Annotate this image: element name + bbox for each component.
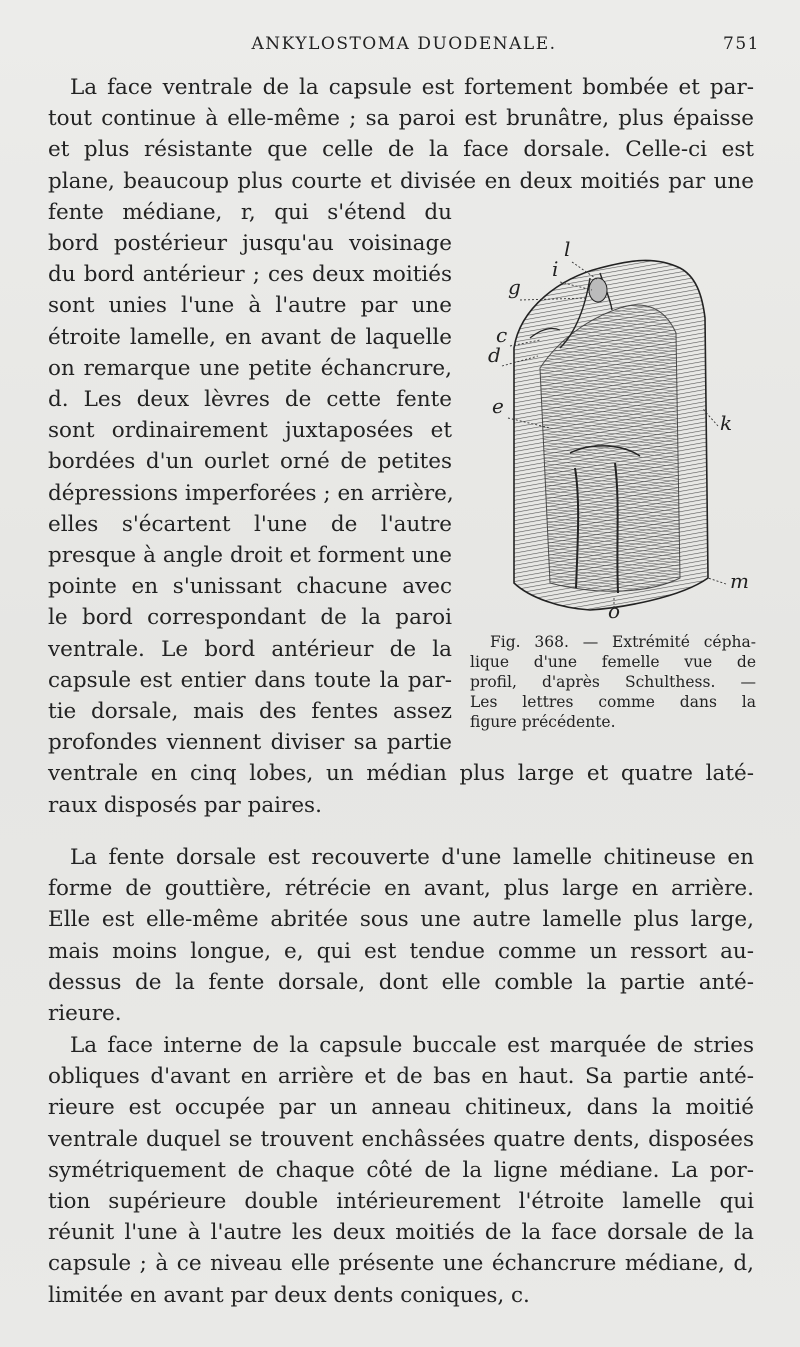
caption-line: Fig. 368. — Extrémité cépha- — [490, 633, 756, 651]
text-line: réunit l'une à l'autre les deux moitiés de la face dorsale de la — [48, 1220, 754, 1246]
text-line: Elle est elle-même abritée sous une autre lamelle plus large, — [48, 907, 754, 933]
label-d: d — [488, 343, 501, 367]
text-line: symétriquement de chaque côté de la ligne médiane. La por- — [48, 1157, 754, 1183]
text-line: tout continue à elle-même ; sa paroi est brunâtre, plus épaisse — [48, 106, 754, 132]
text-line: dessus de la fente dorsale, dont elle comble la partie anté- — [48, 969, 754, 995]
text-line: bordées d'un ourlet orné de petites — [48, 449, 452, 475]
text-line: pointe en s'unissant chacune avec — [48, 574, 452, 600]
text-line: rieure est occupée par un anneau chitineux, dans la moitié — [48, 1095, 754, 1121]
label-g: g — [508, 275, 521, 299]
text-line: forme de gouttière, rétrécie en avant, plus large en arrière. — [48, 876, 754, 902]
text-line: limitée en avant par deux dents coniques, c. — [48, 1282, 530, 1308]
text-line: mais moins longue, e, qui est tendue comme un ressort au- — [48, 938, 754, 964]
text-line: ventrale. Le bord antérieur de la — [48, 636, 452, 662]
text-line: sont unies l'une à l'autre par une — [48, 293, 452, 319]
figure-caption — [470, 632, 756, 732]
label-o: o — [608, 599, 621, 623]
text-line: La fente dorsale est recouverte d'une lamelle chitineuse en — [70, 845, 754, 870]
text-line: étroite lamelle, en avant de laquelle — [48, 324, 452, 350]
label-i: i — [552, 257, 559, 281]
text-line: capsule ; à ce niveau elle présente une échancrure médiane, d, — [48, 1251, 754, 1277]
text-line: profondes viennent diviser sa partie — [48, 730, 452, 756]
caption-line: profil, d'après Schulthess. — — [470, 673, 756, 691]
text-line: ventrale en cinq lobes, un médian plus large et quatre laté- — [48, 761, 754, 787]
text-line: obliques d'avant en arrière et de bas en haut. Sa partie anté- — [48, 1064, 754, 1090]
paragraph-capsule-inner-face — [48, 1030, 754, 1311]
worm-head-drawing — [514, 260, 708, 610]
text-line: tion supérieure double intérieurement l'étroite lamelle qui — [48, 1189, 754, 1215]
label-k: k — [720, 411, 733, 435]
running-header — [48, 34, 760, 60]
label-c: c — [496, 323, 508, 347]
figure-368-cephalic-extremity — [480, 238, 770, 630]
caption-line: Les lettres comme dans la — [470, 693, 756, 711]
text-line: La face interne de la capsule buccale est marquée de stries — [70, 1033, 754, 1058]
text-line: ventrale duquel se trouvent enchâssées quatre dents, disposées — [48, 1126, 754, 1152]
text-line: raux disposés par paires. — [48, 792, 322, 818]
text-line: rieure. — [48, 1001, 122, 1027]
caption-line: lique d'une femelle vue de — [470, 653, 756, 671]
text-line: on remarque une petite échancrure, — [48, 355, 452, 381]
text-line: capsule est entier dans toute la par- — [48, 667, 452, 693]
text-line: le bord correspondant de la paroi — [48, 605, 452, 631]
text-line: dépressions imperforées ; en arrière, — [48, 480, 454, 506]
text-line: du bord antérieur ; ces deux moitiés — [48, 262, 452, 288]
label-e: e — [492, 394, 504, 418]
text-line: fente médiane, r, qui s'étend du — [48, 199, 452, 225]
text-line: d. Les deux lèvres de cette fente — [48, 387, 452, 413]
text-line: La face ventrale de la capsule est fortement bombée et par- — [70, 75, 754, 100]
text-line: sont ordinairement juxtaposées et — [48, 418, 452, 444]
text-line: presque à angle droit et forment une — [48, 543, 452, 569]
text-line: bord postérieur jusqu'au voisinage — [48, 231, 452, 257]
text-line: et plus résistante que celle de la face dorsale. Celle-ci est — [48, 137, 754, 163]
label-l: l — [564, 238, 571, 261]
running-title: ANKYLOSTOMA DUODENALE. — [251, 34, 557, 54]
label-m: m — [730, 569, 749, 593]
text-line: tie dorsale, mais des fentes assez — [48, 699, 452, 725]
caption-line: figure précédente. — [470, 713, 616, 731]
paragraph-dorsal-slit — [48, 842, 754, 1029]
text-line: plane, beaucoup plus courte et divisée en deux moitiés par une — [48, 168, 754, 194]
text-line: elles s'écartent l'une de l'autre — [48, 511, 452, 537]
page-number: 751 — [723, 34, 760, 54]
